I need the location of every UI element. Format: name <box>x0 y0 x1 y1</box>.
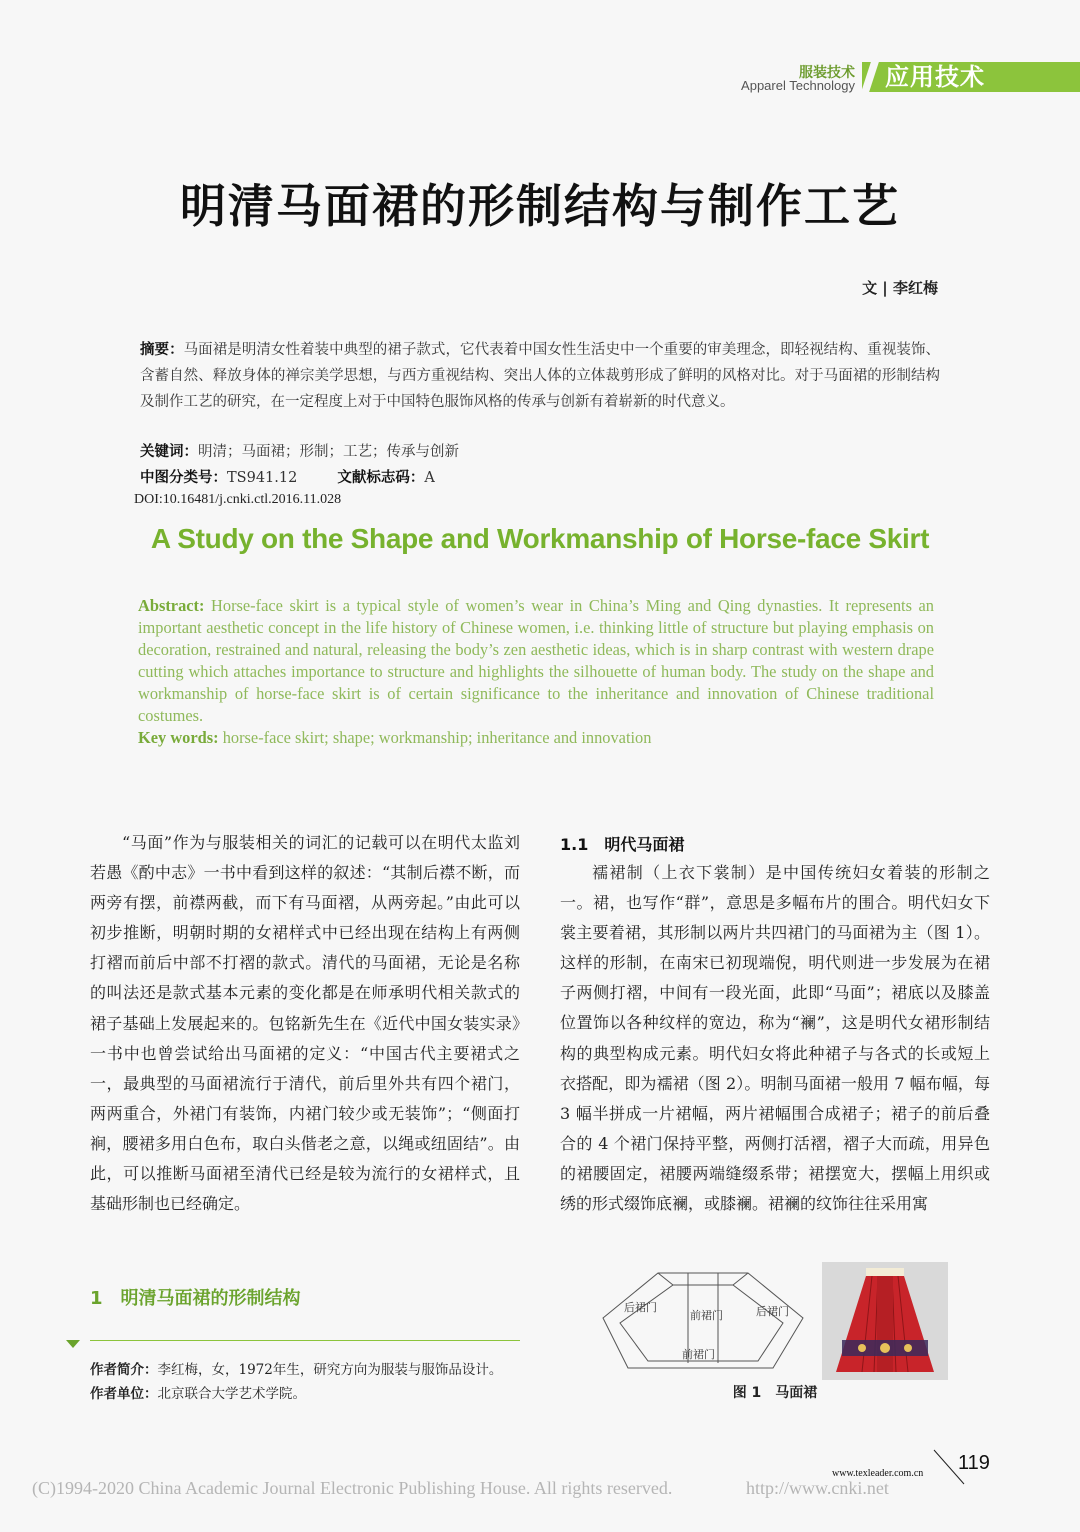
body-paragraph: 襦裙制（上衣下裳制）是中国传统妇女着装的形制之一。裙，也写作“群”，意思是多幅布片的围合。明代妇女下裳主要着裙，其形制以两片共四裙门的马面裙为主（图 1）。这样的形制，在南宋已初现端倪，明代则进一步发展为在裙子两侧打褶，中间有一段光面，此即“马面”；裙底以及膝盖位置饰以各种纹样的宽边，称为“襕”，这是明代女裙形制结构的典型构成元素。明代妇女将此种裙子与各式的长或短上衣搭配，即为襦裙（图 2）。明制马面裙一般用 7 幅布幅，每 3 幅半拼成一片裙幅，两片裙幅围合成裙子；裙子的前后叠合的 4 个裙门保持平整，两侧打活褶，褶子大而疏，用异色的裙腰固定，裙腰两端缝缀系带；裙摆宽大，摆幅上用织或绣的形式缀饰底襕，或膝襕。裙襕的纹饰往往采用寓 <box>560 863 990 1214</box>
doi: DOI:10.16481/j.cnki.ctl.2016.11.028 <box>134 492 342 507</box>
keywords-cn <box>140 439 940 465</box>
note-marker <box>66 1340 80 1348</box>
figure-caption: 图 1 马面裙 <box>732 1385 818 1401</box>
section-1-heading: 1 明清马面裙的形制结构 <box>90 1288 301 1309</box>
page-number: 119 <box>958 1452 990 1474</box>
author-bio-text: 李红梅，女，1972年生，研究方向为服装与服饰品设计。 <box>157 1362 503 1378</box>
author-affil-label: 作者单位： <box>90 1386 158 1402</box>
body-right-column <box>560 858 990 1219</box>
keywords-en-label: Key words: <box>138 728 219 747</box>
author-affiliation <box>90 1382 306 1402</box>
abstract-en-label: Abstract: <box>138 596 205 615</box>
journal-name-en: Apparel Technology <box>741 78 855 93</box>
classification-label: 中图分类号： <box>140 470 227 486</box>
body-left-column <box>90 828 520 1219</box>
classification-line <box>140 465 940 491</box>
note-divider <box>90 1340 520 1341</box>
classification-value: TS941.12 <box>227 470 298 486</box>
abstract-en-text: Horse-face skirt is a typical style of women’s wear in China’s Ming and Qing dynasties. It represents an important aesthetic concept in the life history of Chinese women, i.e. thinking little of structure but playing emphasis on decoration, restrained and natural, releasing the body’s zen aesthetic ideas, which is in sharp contrast with western drape cutting which attaches importance to structure and highlights the silhouette of human body. The study on the shape and workmanship of horse-face skirt is of certain significance to the inheritance and innovation of Chinese traditional costumes. <box>138 596 934 725</box>
doc-code-value: A <box>424 470 435 486</box>
author-bio <box>90 1358 502 1378</box>
abstract-cn-text: 马面裙是明清女性着装中典型的裙子款式，它代表着中国女性生活史中一个重要的审美理念，即轻视结构、重视装饰、含蓄自然、释放身体的禅宗美学思想，与西方重视结构、突出人体的立体裁剪形成了鲜明的风格对比。对于马面裙的形制结构及制作工艺的研究，在一定程度上对于中国特色服饰风格的传承与创新有着崭新的时代意义。 <box>140 342 940 410</box>
diagram-label: 前裙门 <box>690 1309 723 1322</box>
abstract-cn <box>140 337 940 415</box>
skirt-pattern-diagram <box>598 1263 808 1378</box>
section-1-1-heading: 1.1 明代马面裙 <box>560 835 685 854</box>
keywords-cn-label: 关键词： <box>140 444 198 460</box>
doc-code-label: 文献标志码： <box>337 470 425 486</box>
abstract-cn-label: 摘要： <box>140 342 184 358</box>
keywords-cn-text: 明清；马面裙；形制；工艺；传承与创新 <box>198 444 459 460</box>
abstract-en <box>138 595 934 727</box>
article-author: 文 | 李红梅 <box>862 279 938 297</box>
section-label: 应用技术 <box>885 63 985 91</box>
body-paragraph: “马面”作为与服装相关的词汇的记载可以在明代太监刘若愚《酌中志》一书中看到这样的叙述：“其制后襟不断，而两旁有摆，前襟两截，而下有马面褶，从两旁起。”由此可以初步推断，明朝时期的女裙样式中已经出现在结构上有两侧打褶而前后中部不打褶的款式。清代的马面裙，无论是名称的叫法还是款式基本元素的变化都是在师承明代相关款式的裙子基础上发展起来的。包铭新先生在《近代中国女装实录》一书中也曾尝试给出马面裙的定义：“中国古代主要裙式之一，最典型的马面裙流行于清代，前后里外共有四个裙门，两两重合，外裙门有装饰，内裙门较少或无装饰”；“侧面打裥，腰裙多用白色布，取白头偕老之意，以绳或纽固结”。由此，可以推断马面裙至清代已经是较为流行的女裙样式，且基础形制也已经确定。 <box>90 833 520 1214</box>
copyright-watermark: (C)1994-2020 China Academic Journal Electronic Publishing House. All rights reserved. <box>32 1478 673 1498</box>
journal-name-cn: 服装技术 <box>799 65 855 81</box>
article-title-en: A Study on the Shape and Workmanship of Horse-face Skirt <box>150 523 930 554</box>
article-title: 明清马面裙的形制结构与制作工艺 <box>180 179 900 233</box>
author-bio-label: 作者简介： <box>90 1362 158 1378</box>
diagram-label: 后裙门 <box>624 1301 657 1314</box>
keywords-en-text: horse-face skirt; shape; workmanship; inheritance and innovation <box>222 728 652 747</box>
diagram-label: 后裙门 <box>756 1305 789 1318</box>
cnki-url: http://www.cnki.net <box>746 1478 889 1498</box>
footer-url: www.texleader.com.cn <box>832 1468 924 1479</box>
keywords-en <box>138 727 934 749</box>
skirt-photo <box>822 1262 948 1380</box>
author-affil-text: 北京联合大学艺术学院。 <box>157 1386 306 1402</box>
diagram-label: 前裙门 <box>682 1348 715 1361</box>
